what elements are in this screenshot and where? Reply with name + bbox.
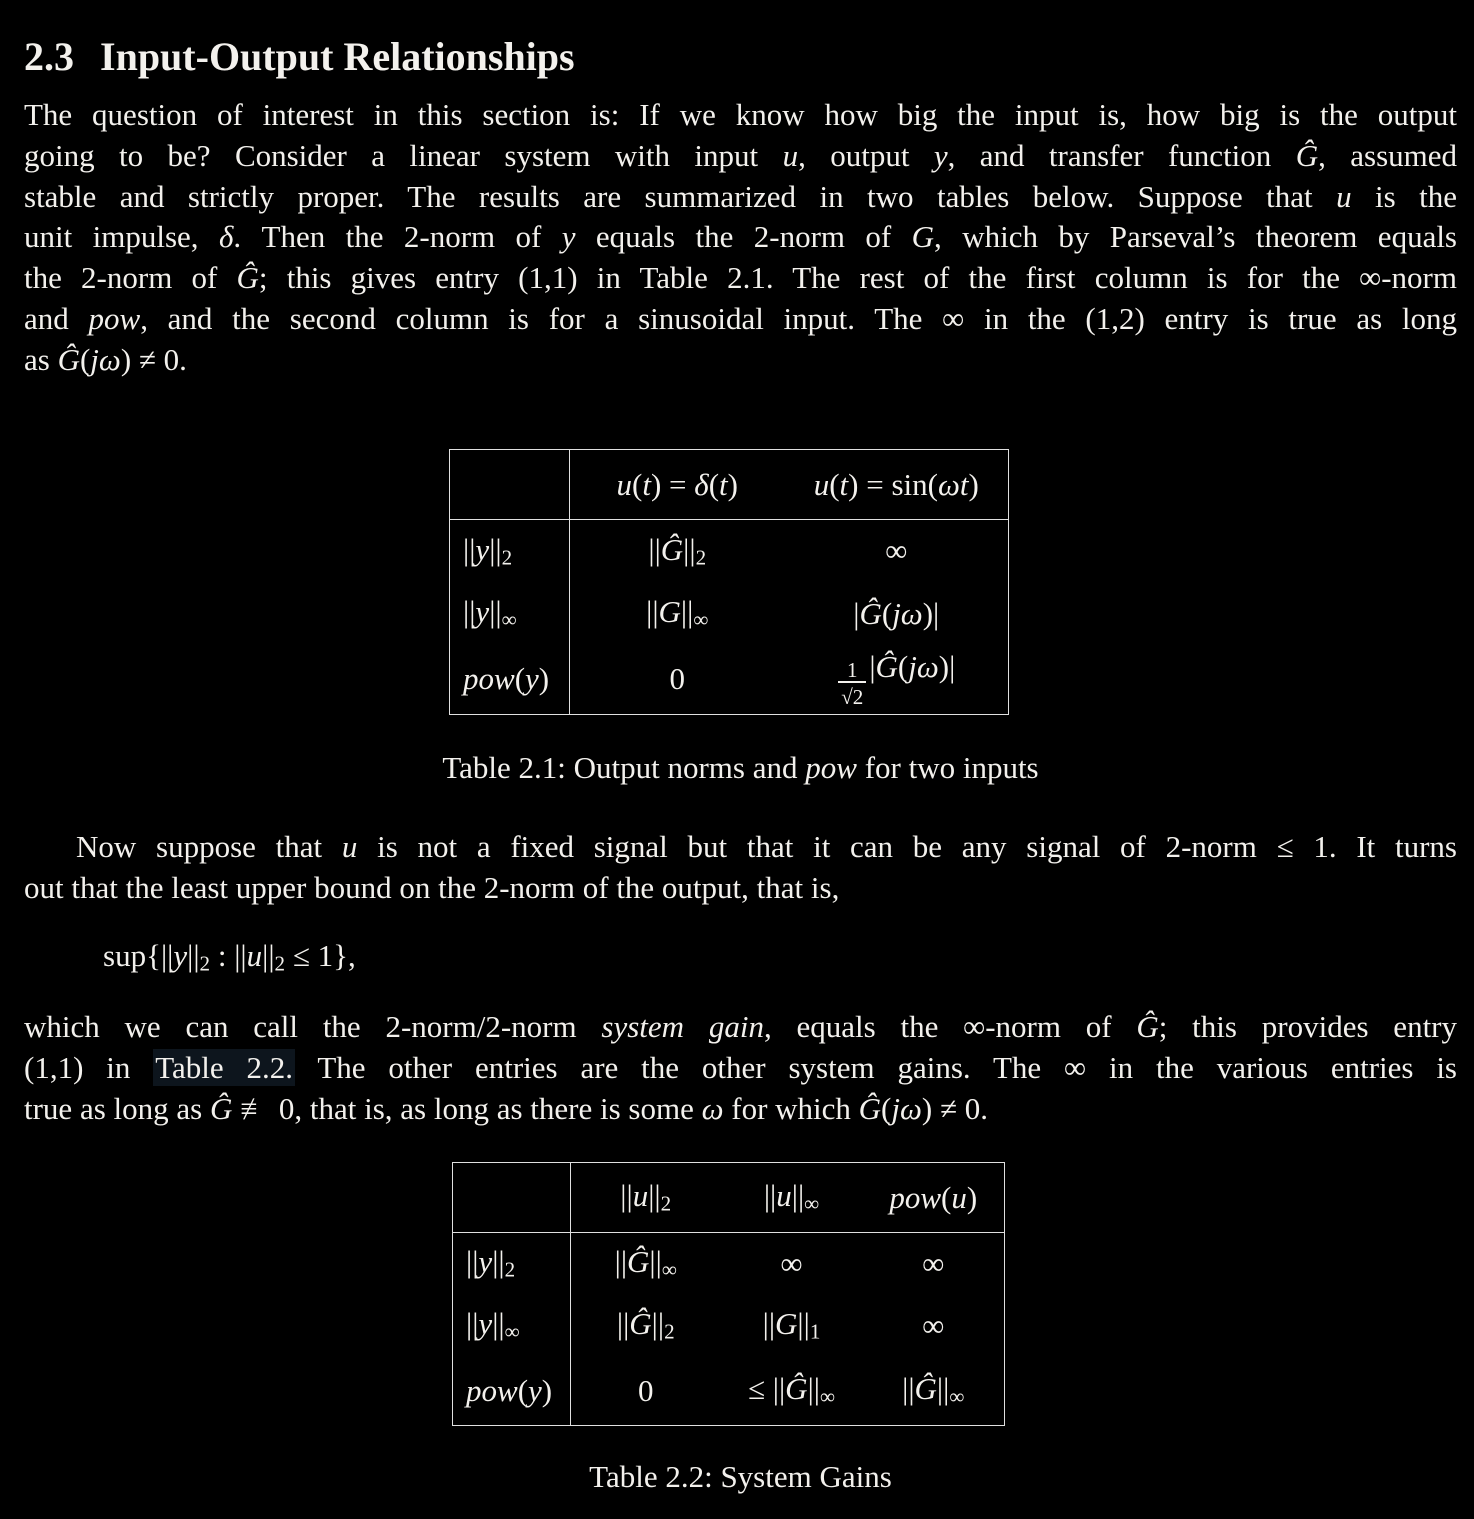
text-line: and pow, and the second column is for a sinusoidal input. The ∞ in the (1,2) entry is true as long [24, 300, 1457, 336]
table-header-cell: ||u||2 [571, 1163, 721, 1233]
section-number: 2.3 [24, 33, 74, 79]
text-line: stable and strictly proper. The results are summarized in two tables below. Suppose that u is the [24, 178, 1457, 214]
text-line: (1,1) in Table 2.2. The other entries are the other system gains. The ∞ in the various entries is [24, 1049, 1457, 1085]
table-2-2 [452, 1162, 1005, 1426]
section-title: Input-Output Relationships [100, 33, 575, 79]
table-cell: ∞ [780, 1245, 803, 1281]
table-2-2-caption: Table 2.2: System Gains [589, 1459, 892, 1494]
text-line: going to be? Consider a linear system with input u, output y, and transfer function Ĝ, assumed [24, 137, 1458, 173]
table-header-cell: pow(u) [863, 1163, 1005, 1233]
table-corner-cell [453, 1163, 571, 1233]
table-2-1 [449, 449, 1009, 715]
text-line: out that the least upper bound on the 2-norm of the output, that is, [24, 869, 840, 905]
table-header-cell: u(t) = sin(ωt) [785, 450, 1009, 520]
text-line: unit impulse, δ. Then the 2-norm of y equals the 2-norm of G, which by Parseval’s theorem equals [24, 219, 1457, 255]
paragraph-suppose [24, 827, 1457, 909]
section-heading [24, 33, 575, 80]
row-label: ||y||∞ [453, 1295, 571, 1357]
table-row [450, 583, 1009, 645]
table-row [450, 520, 1009, 583]
table-2-2-reference[interactable]: Table 2.2. [155, 1049, 294, 1085]
text-line: which we can call the 2-norm/2-norm system gain, equals the ∞-norm of Ĝ; this provides entry [24, 1009, 1458, 1044]
row-label: ||y||2 [450, 520, 570, 583]
table-cell: ||G||∞ [646, 594, 709, 632]
table-cell: $\frac{1}{√2}$ |Ĝ(jω)| [785, 645, 1009, 715]
table-cell: 0 [669, 661, 685, 697]
paragraph-intro [24, 95, 1457, 381]
table-cell: ≤ ||Ĝ||∞ [747, 1371, 836, 1410]
table-cell: ∞ [885, 533, 908, 569]
text-line: the 2-norm of Ĝ; this gives entry (1,1) in Table 2.1. The rest of the first column is for the ∞-norm [24, 260, 1457, 296]
table-header-cell: ||u||∞ [721, 1163, 863, 1233]
table-cell: ||Ĝ||2 [648, 531, 707, 570]
table-row [453, 1295, 1005, 1357]
table-header-cell: u(t) = δ(t) [570, 450, 785, 520]
text-line: The question of interest in this section is: If we know how big the input is, how big is the output [24, 97, 1457, 132]
paragraph-system-gain [24, 1007, 1457, 1129]
table-cell: ||G||1 [762, 1306, 821, 1344]
table-row [453, 1163, 1005, 1233]
table-cell: ||Ĝ||2 [616, 1306, 675, 1344]
row-label: pow(y) [450, 645, 570, 715]
equation-sup-norm: sup{||y||2 : ||u||2 ≤ 1}, [103, 938, 356, 976]
row-label: ||y||∞ [450, 583, 570, 645]
table-row [450, 645, 1009, 715]
table-row [450, 450, 1009, 520]
table-cell: ||Ĝ||∞ [614, 1244, 677, 1283]
text-line: as Ĝ(jω) ≠ 0. [24, 341, 187, 377]
table-row [453, 1357, 1005, 1426]
table-corner-cell [450, 450, 570, 520]
table-2-1-caption: Table 2.1: Output norms and pow for two inputs [442, 750, 1039, 785]
text-line: true as long as Ĝ ≢ 0, that is, as long as there is some ω for which Ĝ(jω) ≠ 0. [24, 1090, 988, 1126]
table-cell: ∞ [922, 1307, 945, 1343]
row-label: pow(y) [453, 1357, 571, 1426]
fraction: $\frac{1}{√2}$ [838, 659, 866, 709]
table-cell: ∞ [922, 1245, 945, 1281]
row-label: ||y||2 [453, 1233, 571, 1295]
text-line: Now suppose that u is not a fixed signal but that it can be any signal of 2-norm ≤ 1. It turns [76, 829, 1457, 864]
table-cell: |Ĝ(jω)| [853, 595, 940, 631]
table-cell: ||Ĝ||∞ [902, 1371, 965, 1410]
table-cell: 0 [638, 1372, 654, 1408]
table-row [453, 1233, 1005, 1295]
